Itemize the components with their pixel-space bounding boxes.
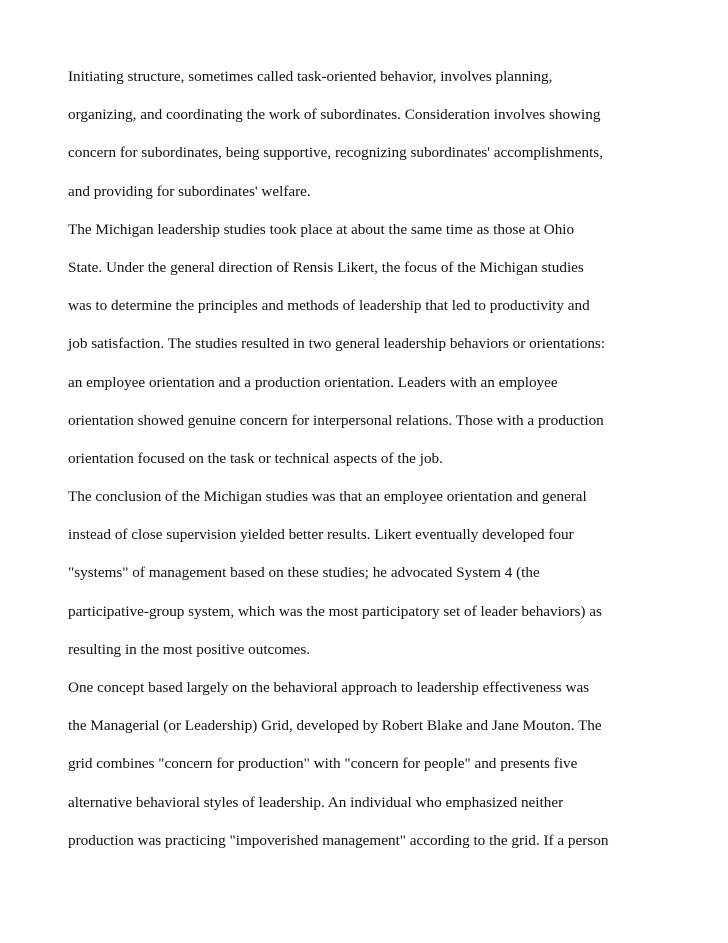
text-line: "systems" of management based on these studies; he advocated System 4 (the bbox=[68, 564, 540, 582]
text-line: State. Under the general direction of Rensis Likert, the focus of the Michigan studies bbox=[68, 258, 584, 276]
text-line: production was practicing "impoverished management" according to the grid. If a person bbox=[68, 831, 609, 849]
text-line: The Michigan leadership studies took place at about the same time as those at Ohio bbox=[68, 220, 575, 238]
text-line: was to determine the principles and methods of leadership that led to productivity and bbox=[68, 297, 590, 315]
text-line: alternative behavioral styles of leadership. An individual who emphasized neither bbox=[68, 793, 564, 811]
text-line: instead of close supervision yielded better results. Likert eventually developed four bbox=[68, 526, 574, 544]
text-line: an employee orientation and a production orientation. Leaders with an employee bbox=[68, 373, 558, 391]
paragraph-managerial-grid bbox=[68, 675, 668, 866]
text-line: One concept based largely on the behavioral approach to leadership effectiveness was bbox=[68, 679, 590, 696]
text-line: the Managerial (or Leadership) Grid, developed by Robert Blake and Jane Mouton. The bbox=[68, 717, 602, 735]
text-line: grid combines "concern for production" with "concern for people" and presents five bbox=[68, 755, 578, 773]
text-line: orientation showed genuine concern for interpersonal relations. Those with a production bbox=[68, 411, 604, 429]
paragraph-michigan-conclusion bbox=[68, 484, 668, 675]
text-line: orientation focused on the task or technical aspects of the job. bbox=[68, 449, 443, 467]
text-line: and providing for subordinates' welfare. bbox=[68, 182, 311, 200]
document-body bbox=[68, 64, 668, 866]
text-line: job satisfaction. The studies resulted in two general leadership behaviors or orientations: bbox=[68, 335, 606, 353]
text-line: The conclusion of the Michigan studies was that an employee orientation and general bbox=[68, 488, 587, 506]
text-line: resulting in the most positive outcomes. bbox=[68, 640, 311, 658]
text-line: organizing, and coordinating the work of subordinates. Consideration involves showing bbox=[68, 106, 601, 124]
paragraph-initiating-structure bbox=[68, 64, 668, 217]
text-line: participative-group system, which was the most participatory set of leader behaviors) as bbox=[68, 602, 602, 620]
paragraph-michigan-studies bbox=[68, 217, 668, 484]
text-line: Initiating structure, sometimes called task-oriented behavior, involves planning, bbox=[68, 68, 553, 85]
text-line: concern for subordinates, being supportive, recognizing subordinates' accomplishments, bbox=[68, 144, 604, 162]
